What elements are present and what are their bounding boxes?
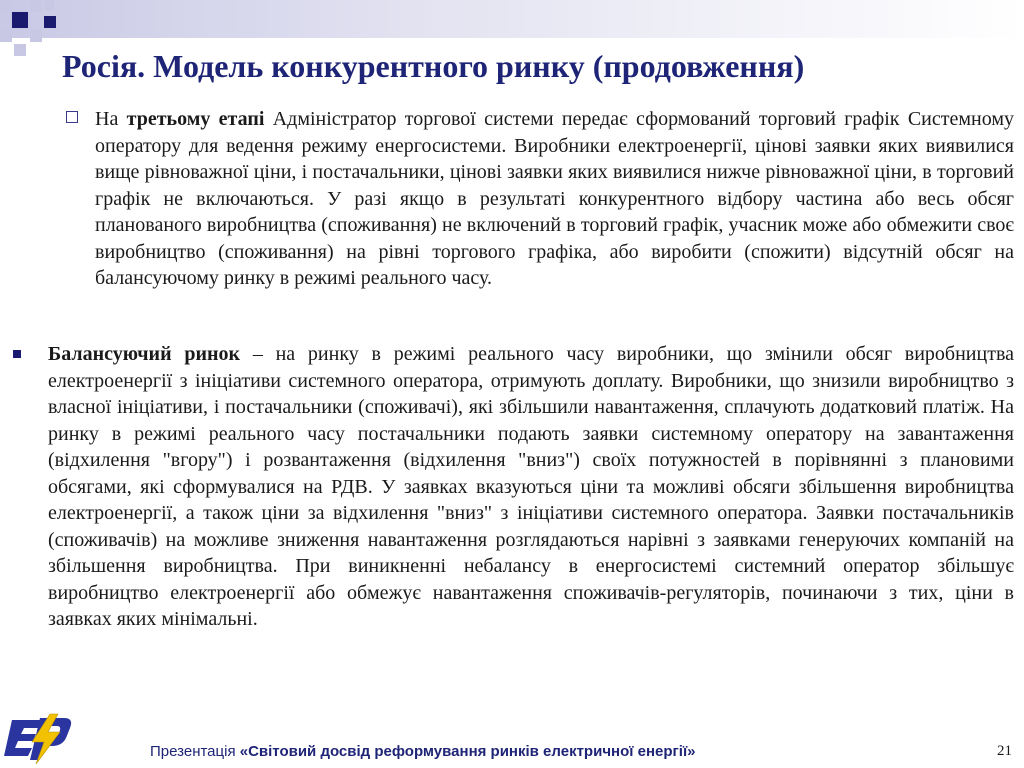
header-gradient-bar xyxy=(0,0,1024,38)
decor-square-dark xyxy=(44,16,56,28)
decor-square-light xyxy=(0,0,12,12)
sub-item-text xyxy=(95,106,1014,292)
sub-item-prefix: На xyxy=(95,108,127,130)
decor-square-light xyxy=(44,0,54,10)
footer-title: «Світовий досвід реформування ринків електричної енергії» xyxy=(239,743,696,760)
sub-item-bold: третьому етапі xyxy=(126,108,265,130)
page-number: 21 xyxy=(997,743,1012,759)
hollow-square-bullet-icon xyxy=(66,111,78,123)
decor-square-dark xyxy=(12,12,28,28)
footer-caption xyxy=(150,743,696,760)
main-item-text xyxy=(48,341,1014,633)
decor-square-light xyxy=(0,30,12,42)
filled-square-bullet-icon xyxy=(13,350,21,358)
sub-item-rest: Адміністратор торгової системи передає сформований торговий графік Системному оператору для ведення режиму енергосистеми. Виробники електроенергії, цінові заявки яких виявилися вище рівноважної ціни, і постачальники, цінові заявки яких виявилися нижче рівноважної ціни, в торговий графік не включаються. У разі якщо в результаті конкурентного відбору частина або весь обсяг планованого виробництва (споживання) не включений в торговий графік, учасник може або обмежити своє виробництво (споживання) на рівні торгового графіка, або виробити (спожити) відсутній обсяг на балансуючому ринку в режимі реального часу. xyxy=(95,108,1014,289)
decor-square-light xyxy=(14,44,26,56)
main-item-rest: – на ринку в режимі реального часу виробники, що змінили обсяг виробництва електроенергії з ініціативи системного оператора, отримують доплату. Виробники, що знизили виробництво з власної ініціативи, і постачальники (споживачі), які збільшили навантаження, сплачують додатковий платіж. На ринку в режимі реального часу постачальники подають заявки системному оператору на завантаження (відхилення "вгору") і розвантаження (відхилення "вниз") своїх потужностей в порівнянні з плановими обсягами, які сформувалися на РДВ. У заявках вказуються ціни та можливі обсяги збільшення виробництва електроенергії, а також ціни за відхилення "вниз" з ініціативи системного оператора. Заявки постачальників (споживачів) на можливе зниження навантаження розглядаються нарівні з заявками генеруючих компаній на збільшення виробництва. При виникненні небалансу в енергосистемі системний оператор збільшує виробництво електроенергії або обмежує навантаження споживачів-регуляторів, починаючи з тих, ціни в заявках яких мінімальні. xyxy=(48,343,1015,630)
main-item-bold: Балансуючий ринок xyxy=(48,343,241,365)
footer-label: Презентація xyxy=(150,743,240,760)
slide-title: Росія. Модель конкурентного ринку (продовження) xyxy=(62,48,805,84)
sub-bullet-item xyxy=(62,106,1014,292)
decor-square-light xyxy=(30,0,42,12)
decor-square-light xyxy=(30,30,42,42)
main-bullet-item xyxy=(13,341,1014,633)
ep-logo-icon xyxy=(2,712,74,764)
